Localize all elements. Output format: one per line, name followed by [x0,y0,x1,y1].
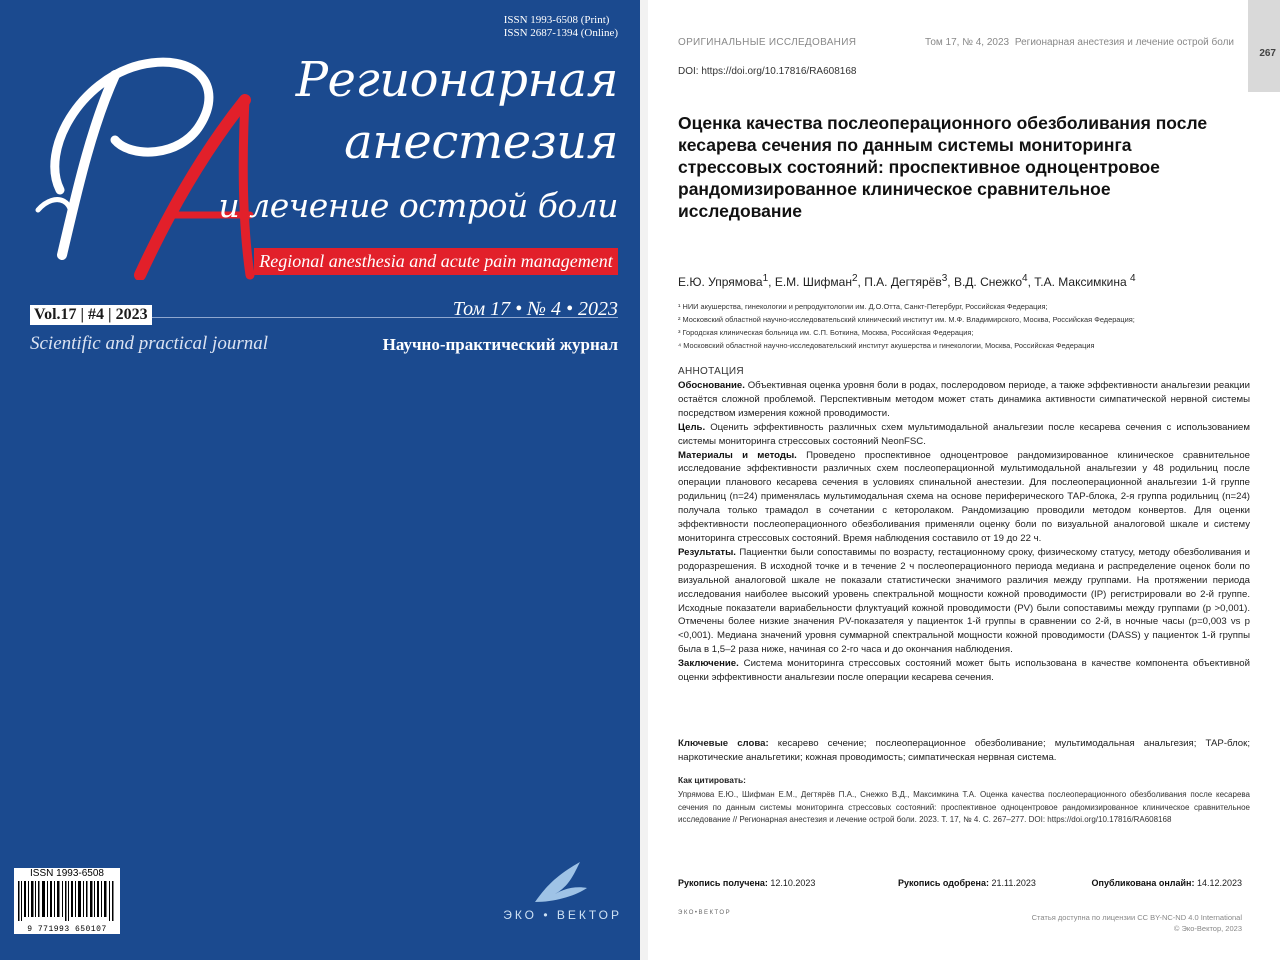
keywords-label: Ключевые слова: [678,738,769,749]
author: П.А. Дегтярёв [864,275,942,289]
author: Т.А. Максимкина [1034,275,1127,289]
article-doi[interactable]: DOI: https://doi.org/10.17816/RA608168 [678,66,857,77]
date-label: Рукопись одобрена: [898,878,989,888]
author: Е.М. Шифман [774,275,852,289]
author-list: Е.Ю. Упрямова$^1$, Е.М. Шифман$^2$, П.А. Дегтярёв$^3$, В.Д. Снежко$^4$, Т.А. Максимкина $^4$ [678,273,1136,289]
author-affil-sup: 2 [851,273,858,284]
keywords-text: кесарево сечение; послеоперационное обезболивание; мультимодальная анальгезия; ТАР-блок; наркотические анальгетики; кожная проводимость; симпатическая нервная система. [678,738,1250,763]
keywords [678,737,1250,765]
header-journal: Регионарная анестезия и лечение острой боли [1014,37,1234,48]
abstract-heading: АННОТАЦИЯ [678,366,744,377]
license-info [1032,912,1242,934]
author: В.Д. Снежко [953,275,1023,289]
author: Е.Ю. Упрямова [678,275,763,289]
date-value: 12.10.2023 [767,878,816,888]
abstract [678,379,1250,685]
affiliations [678,300,1258,352]
license-line[interactable]: Статья доступна по лицензии CC BY-NC-ND 4.0 International [1031,913,1242,922]
affiliation: ³ Городская клиническая больница им. С.П. Боткина, Москва, Российская Федерация; [678,328,974,337]
cover-title-english: Regional anesthesia and acute pain management [259,251,613,271]
volume-badge: Vol.17 | #4 | 2023 [30,305,152,325]
abstract-label: Результаты. [678,546,736,558]
publisher-name: ЭКО • ВЕКТОР [503,908,622,922]
page-number: 267 [1259,48,1276,59]
subtitle-english: Scientific and practical journal [30,333,268,354]
abstract-label: Материалы и методы. [678,449,797,461]
abstract-label: Обоснование. [678,380,745,391]
author-affil-sup: 3 [941,273,948,284]
abstract-text: Проведено проспективное одноцентровое рандомизированное клиническое сравнительное исследование эффективности различных схем послеоперационной мультимодальной анальгезии у 48 родильниц после операции планового кесарева сечения в условиях спинальной анестезии. Для послеоперационной анальгезии 1-й группе родильниц (n=24) применялась мультимодальная схема на основе периферического ТАР-блока, 2-я группа родильниц (n=24) получала только трамадол в сочетании с кеторолаком. Рандомизацию проводили методом конвертов. Для оценки эффективности послеоперационного обезболивания применяли оценку боли по визуальной аналоговой шкале и систему мониторинга стрессовых состояний. Время наблюдения составило от 19 до 22 ч. [678,449,1250,544]
article-title: Оценка качества послеоперационного обезболивания после кесарева сечения по данным системы мониторинга стрессовых состояний: проспективное одноцентровое рандомизированное клиническое сравнительное исследование [678,113,1208,221]
cover-title-line-1: Регионарная [295,52,618,108]
abstract-background [678,379,1250,421]
abstract-aim [678,421,1250,449]
abstract-methods [678,449,1250,546]
barcode [14,868,120,934]
barcode-bars [18,881,116,921]
affiliation: ¹ НИИ акушерства, гинекологии и репродуктологии им. Д.О.Отта, Санкт-Петербург, Российская Федерация; [678,302,1048,311]
journal-monogram-logo [20,40,260,280]
affiliation: ² Московский областной научно-исследовательский клинический институт им. М.Ф. Владимирского, Москва, Российская Федерация; [678,315,1135,324]
date-label: Опубликована онлайн: [1091,878,1195,888]
publisher-bird-logo [525,858,595,908]
author-affil-sup: 1 [762,273,769,284]
date-value: 14.12.2023 [1194,878,1242,888]
abstract-text: Объективная оценка уровня боли в родах, послеродовом периоде, а также эффективности анальгезии реакции остаётся сложной проблемой. Перспективным методом может стать динамика активности симпатической нервной системы посредством измерения кожной проводимости. [678,380,1250,419]
abstract-text: Пациентки были сопоставимы по возрасту, гестационному сроку, физическому статусу, методу обезболивания и родоразрешения. В исходной точке и в течение 2 ч послеоперационного периода медиана и распределение оценок боли по визуальной аналоговой шкале не показали статистически значимого различия между группами. На протяжении периода исследования наиболее высокий уровень спектральной мощности кожной проводимости (IP) регистрировали во 2-й группе. Исходные показатели вариабельности флуктуаций кожной проводимости (PV) были сопоставимы между группами (p >0,001). Отмечены более низкие значения PV-показателя у пациенток 1-й группы в сравнении со 2-й, в ночные часы (p=0,003 vs p <0,001). Медиана значений уровня суммарной спектральной мощности кожной проводимости (DASS) у пациенток 1-й группы была в 1,5–2 раза ниже, начиная со 2-го часа и до окончания наблюдения. [678,546,1250,656]
date-label: Рукопись получена: [678,878,768,888]
author-affil-sup: 4 [1130,273,1136,284]
issn-online: ISSN 2687-1394 (Online) [503,27,618,39]
header-section: ОРИГИНАЛЬНЫЕ ИССЛЕДОВАНИЯ [678,37,857,48]
abstract-conclusion [678,657,1250,685]
received-date [678,878,815,888]
article-page [640,0,1280,960]
cover-title-line-2: анестезия [344,114,618,170]
citation-heading: Как цитировать: [678,775,746,785]
abstract-text: Система мониторинга стрессовых состояний может быть использована в качестве компонента объективной оценки эффективности анальгезии после операции кесарева сечения. [678,658,1250,684]
affiliation: ⁴ Московский областной научно-исследовательский институт акушерства и гинекологии, Москва, Российская Федерация [678,341,1095,350]
header-issue: Том 17, № 4, 2023 [925,37,1010,48]
date-value: 21.11.2023 [989,878,1036,888]
abstract-text: Оценить эффективность различных схем мультимодальной анальгезии после кесарева сечения с использованием системы мониторинга стрессовых состояний NeonFSC. [678,421,1250,447]
barcode-issn: ISSN 1993-6508 [30,868,104,879]
author-affil-sup: 4 [1022,273,1028,284]
abstract-label: Заключение. [678,658,739,670]
citation-text: Упрямова Е.Ю., Шифман Е.М., Дегтярёв П.А., Снежко В.Д., Максимкина Т.А. Оценка качества послеоперационного обезболивания после кесарева сечения по данным системы мониторинга стрессовых состояний: проспективное одноцентровое рандомизированное клиническое сравнительное исследование // Регионарная анестезия и лечение острой боли. 2023. Т. 17, № 4. С. 267–277. DOI: https://doi.org/10.17816/RA608168 [678,790,1250,825]
abstract-results [678,546,1250,657]
issn-print: ISSN 1993-6508 (Print) [503,14,610,26]
approved-date [898,878,1036,888]
publisher-small-logo: ЭКО•ВЕКТОР [678,910,732,916]
published-date [1092,878,1242,888]
subtitle-russian: Научно-практический журнал [382,335,618,354]
cover-issn [504,14,618,40]
issue-info: Том 17 • № 4 • 2023 [452,298,618,320]
copyright-line: © Эко-Вектор, 2023 [1173,924,1242,933]
cover-title-line-3: и лечение острой боли [218,186,618,225]
abstract-label: Цель. [678,421,706,433]
page-tab [1248,0,1280,92]
barcode-number: 9 771993 650107 [27,925,107,934]
